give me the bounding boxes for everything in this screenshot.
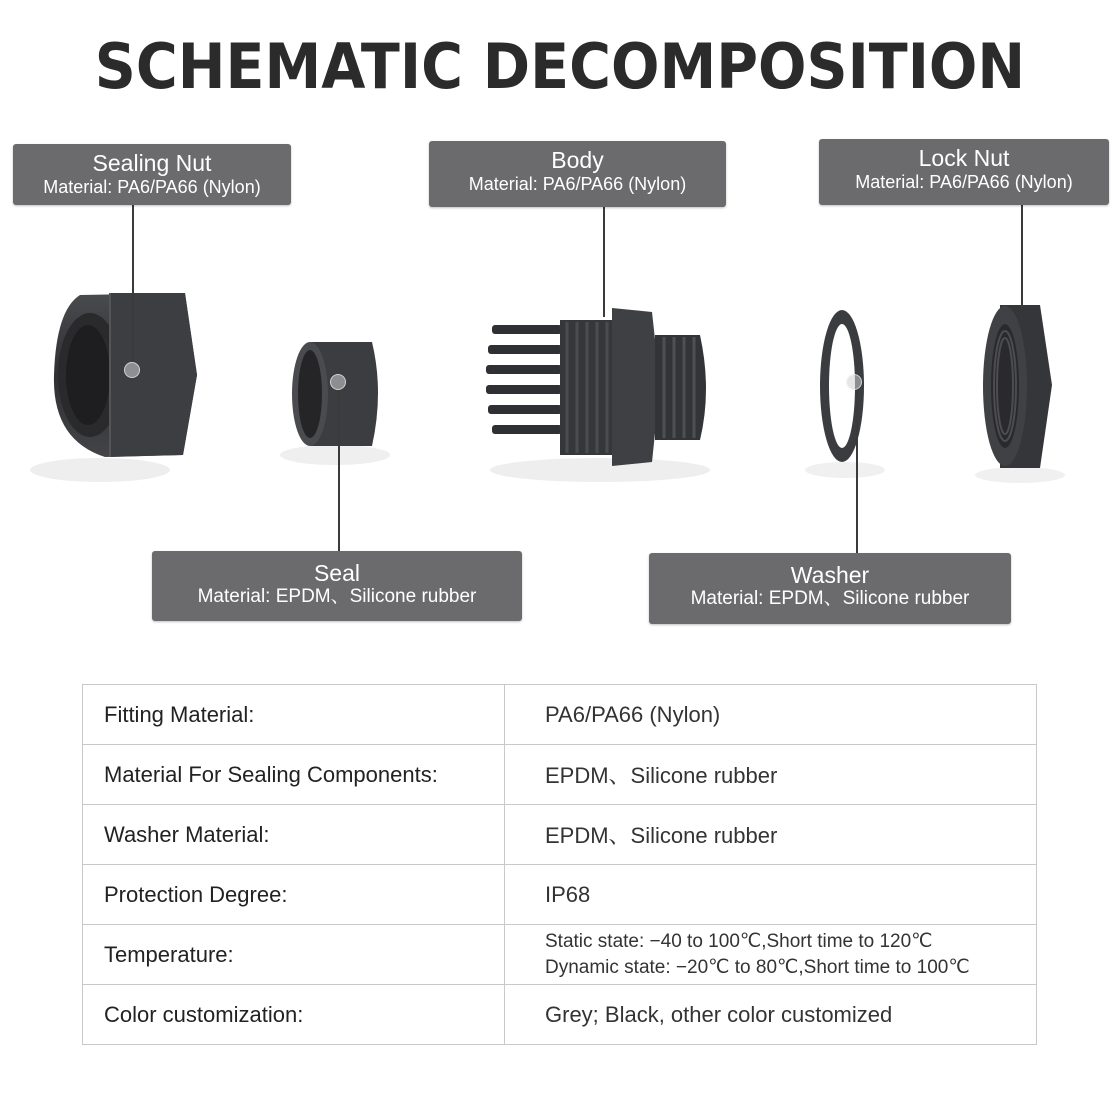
page-title: SCHEMATIC DECOMPOSITION <box>94 30 1026 103</box>
spec-key: Temperature: <box>83 925 505 985</box>
table-row <box>83 685 1037 745</box>
washer-name: Washer <box>790 562 870 588</box>
table-row <box>83 985 1037 1045</box>
spec-table <box>82 684 1037 1045</box>
body-part <box>486 308 710 482</box>
table-row <box>83 745 1037 805</box>
spec-value: EPDM、Silicone rubber <box>505 745 1037 805</box>
seal-leader <box>338 380 340 551</box>
seal-label <box>152 551 522 621</box>
lock-nut-name: Lock Nut <box>918 145 1010 171</box>
lock-nut-part <box>975 305 1065 483</box>
seal-name: Seal <box>313 560 361 586</box>
table-row <box>83 865 1037 925</box>
spec-value: IP68 <box>505 865 1037 925</box>
lock-nut-label <box>819 139 1109 205</box>
table-row <box>83 805 1037 865</box>
spec-key: Fitting Material: <box>83 685 505 745</box>
sealing-nut-part <box>30 293 197 482</box>
washer-leader <box>856 385 858 553</box>
lock-nut-leader <box>1021 205 1023 310</box>
washer-label <box>649 553 1011 624</box>
table-row <box>83 925 1037 985</box>
spec-key: Color customization: <box>83 985 505 1045</box>
seal-material: Material: EPDM、Silicone rubber <box>197 586 477 607</box>
body-label <box>429 141 726 207</box>
sealing-nut-marker <box>124 362 140 378</box>
washer-marker <box>846 374 862 390</box>
body-leader <box>603 207 605 317</box>
washer-material: Material: EPDM、Silicone rubber <box>690 588 970 609</box>
spec-key: Protection Degree: <box>83 865 505 925</box>
spec-value: EPDM、Silicone rubber <box>505 805 1037 865</box>
washer-part <box>805 310 885 478</box>
temperature-static: Static state: −40 to 100℃,Short time to 120℃ <box>545 930 933 952</box>
sealing-nut-material: Material: PA6/PA66 (Nylon) <box>43 177 261 197</box>
spec-key: Material For Sealing Components: <box>83 745 505 805</box>
spec-value: PA6/PA66 (Nylon) <box>505 685 1037 745</box>
spec-value <box>505 925 1037 985</box>
seal-marker <box>330 374 346 390</box>
sealing-nut-name: Sealing Nut <box>92 150 212 176</box>
seal-part <box>280 342 390 465</box>
sealing-nut-label <box>13 144 291 205</box>
spec-value: Grey; Black, other color customized <box>505 985 1037 1045</box>
body-name: Body <box>551 147 604 173</box>
temperature-dynamic: Dynamic state: −20℃ to 80℃,Short time to 100℃ <box>545 956 970 978</box>
sealing-nut-leader <box>132 205 134 370</box>
spec-key: Washer Material: <box>83 805 505 865</box>
lock-nut-material: Material: PA6/PA66 (Nylon) <box>855 172 1073 192</box>
body-material: Material: PA6/PA66 (Nylon) <box>468 174 687 194</box>
